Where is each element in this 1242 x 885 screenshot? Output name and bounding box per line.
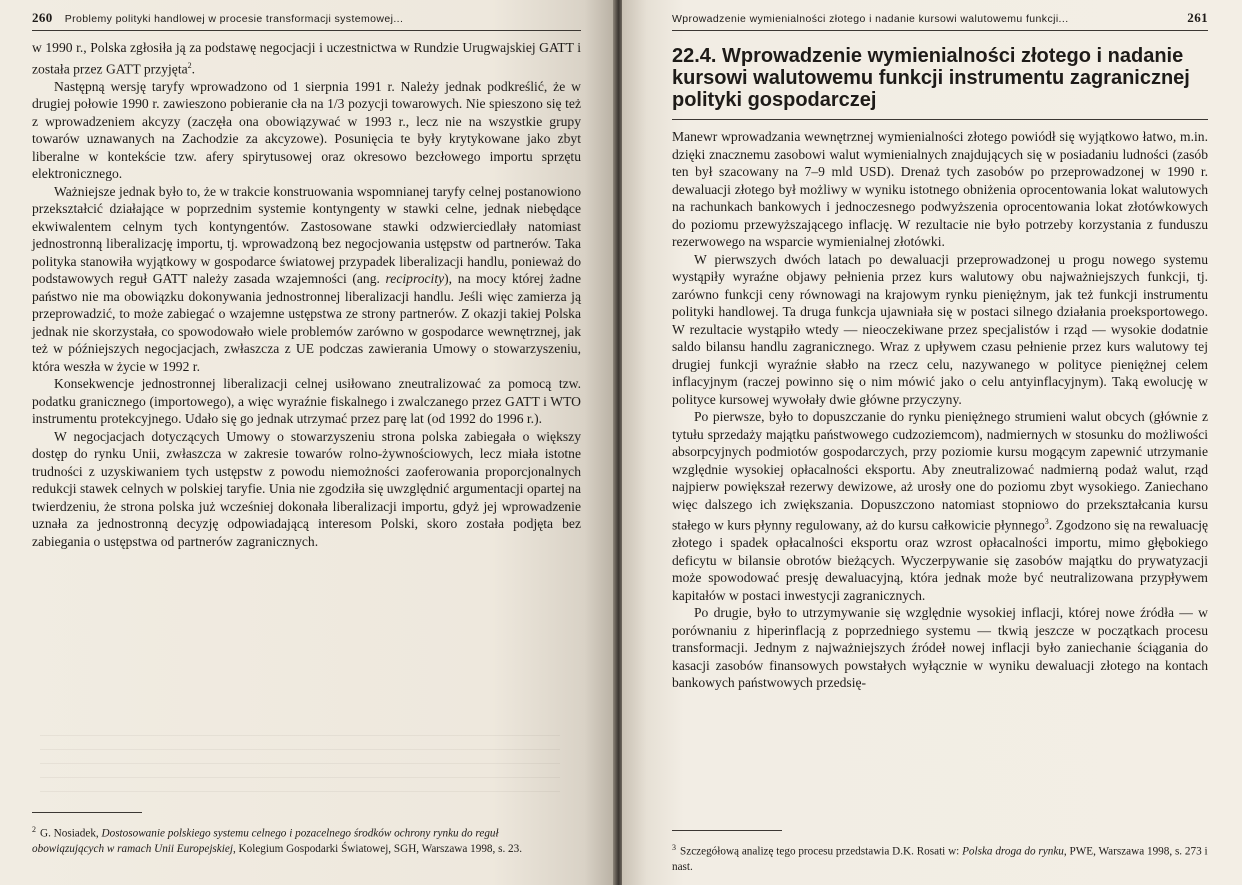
paragraph-text: W pierwszych dwóch latach po dewaluacji przeprowadzonej u progu nowego systemu wystąpiły wyraźne objawy pełnienia przez kurs walutowy obu najważniejszych funkcji, tj. zarówno funkcji ceny równowagi na krajowym rynku pieniężnym, jak też funkcji instrumentu polityki handlowej. Ta druga funkcja ujawniała się w postaci silnego działania proeksportowego. W rezultacie wystąpiło wtedy — nieoczekiwane przez specjalistów i rząd — wysokie dodatnie saldo bilansu handlu zagranicznego. Wraz z upływem czasu pełnienie przez kurs walutowy tej drugiej funkcji wyraźnie słabło na rzecz celu, nazywanego w polityce pieniężnej celem inflacyjnym (raczej powinno się o nim mówić jako o celu antyinflacyjnym). Taką ewolucję w polityce kursowej wywołały dwie główne przyczyny. [672, 251, 1208, 407]
paragraph-tail: ), na mocy której żadne państwo nie ma obowiązku dokonywania jednostronnej liberalizacji handlu. Jeśli więc zamierza ją przeprowadzić, to może zabiegać o wzajemne ustępstwa ze strony partnerów. Z okazji takiej Polska jednak nie skorzystała, co spowodowało wiele problemów zarówno w gospodarce wewnętrznej, jak też w późniejszych negocjacjach, zwłaszcza z UE podczas zawierania Umowy o stowarzyszeniu, która weszła w życie w 1992 r. [32, 271, 581, 374]
paragraph-text: Konsekwencje jednostronnej liberalizacji celnej usiłowano zneutralizować za pomocą tzw. podatku granicznego (importowego), a więc wyraźnie fiskalnego i zwalczanego przez GATT i WTO instrumentu protekcyjnego. Udało się go jednak utrzymać przez parę lat (od 1992 do 1996 r.). [32, 376, 581, 427]
paragraph-text: w 1990 r., Polska zgłosiła ją za podstawę negocjacji i uczestnictwa w Rundzie Urugwajskiej GATT i została przez GATT przyjęta [32, 40, 581, 77]
paragraph-text: Po drugie, było to utrzymywanie się względnie wysokiej inflacji, której nowe źródła — w porównaniu z hiperinflacją z poprzedniego systemu — tkwią jeszcze w początkach procesu transformacji. Jednym z najważniejszych źródeł nowej inflacji było zaniechanie ściągania do kasacji zasobów finansowych powstałych wyłącznie w wyniku dewaluacji złotego na kontach bankowych państwowych przedsię- [672, 605, 1208, 691]
footnote-mark: 2 [32, 825, 36, 834]
footnote [672, 840, 1208, 875]
bleed-through [40, 680, 560, 702]
running-head-title: Wprowadzenie wymienialności złotego i nadanie kursowi walutowemu funkcji... [672, 13, 1069, 25]
paragraph [32, 428, 581, 551]
paragraph [32, 39, 581, 78]
footnote-ref: 3 [1044, 517, 1049, 526]
footnote-rule [32, 812, 142, 813]
left-running-head [32, 10, 581, 31]
paragraph [32, 78, 581, 183]
footnote-rest: , Kolegium Gospodarki Światowej, SGH, Warszawa 1998, s. 23. [232, 842, 523, 855]
footnote-rest: , PWE, Warszawa 1998, s. 273 i nast. [672, 845, 1208, 873]
left-page [0, 0, 615, 885]
paragraph [672, 251, 1208, 409]
right-body-text [672, 128, 1208, 692]
footnote-title: Polska droga do rynku [962, 845, 1064, 858]
paragraph [672, 408, 1208, 604]
footnote-mark: 3 [672, 843, 676, 852]
paragraph-tail: . [191, 61, 196, 77]
paragraph-text: Manewr wprowadzania wewnętrznej wymienialności złotego powiódł się wyjątkowo łatwo, m.in. dzięki znacznemu zasobowi walut wymienialnych znajdujących się w posiadaniu ludności (zasób ten był szacowany na 7–9 mld USD). Drenaż tych zasobów po przeprowadzonej w 1990 r. dewaluacji złotego był możliwy w wyniku istotnego obniżenia oprocentowania lokat walutowych na rachunkach bankowych i jednoczesnego podwyższenia oprocentowania lokat złotówkowych do poziomu przewyższającego inflację. W rezultacie nie było potrzeby korzystania z funduszu rezerwowego na wsparcie wymienialnej złotówki. [672, 129, 1208, 249]
footnote-ref: 2 [187, 60, 192, 70]
page-number: 261 [1187, 10, 1208, 25]
paragraph [672, 604, 1208, 692]
page-number: 260 [32, 10, 53, 25]
paragraph [32, 183, 581, 376]
paragraph-text: Po pierwsze, było to dopuszczanie do rynku pieniężnego strumieni walut obcych (głównie z tytułu sprzedaży majątku państwowego cudzoziemcom), nadmiernych w stosunku do możliwości absorpcyjnych podmiotów gospodarczych, przy poziomie kursu mogącym zapewnić utrzymanie względnie wysokiej opłacalności eksportu. Aby zneutralizować nadmierną podaż walut, rząd najpierw powiększał rezerwy dewizowe, aż urosły one do poziomu zbyt wysokiego. Zaniechano więc dalszego ich zwiększania. Dopuszczono natomiast stopniowo do przekształcania kursu stałego w kurs płynny regulowany, aż do kursu całkowicie płynnego [672, 409, 1208, 533]
footnote-author: G. Nosiadek, [40, 827, 102, 840]
section-title: 22.4. Wprowadzenie wymienialności złotego i nadanie kursowi walutowemu funkcji instrumentu zagranicznej polityki gospodarczej [672, 45, 1208, 120]
paragraph-text: Ważniejsze jednak było to, że w trakcie konstruowania wspomnianej taryfy celnej postanowiono przekształcić działające w poprzednim systemie kontyngenty w stawki celne, jednak niebędące ekwiwalentem celnym tych kontyngentów. Zastosowane stawki odzwierciedlały natomiast jednostronną liberalizację importu, tj. wprowadzoną bez negocjowania ustępstw od partnerów. Taka polityka stanowiła wyjątkowy w gospodarce światowej przypadek liberalizacji handlu, ponieważ do podstawowych reguł GATT należy zasada wzajemności (ang. [32, 183, 581, 287]
paragraph [672, 128, 1208, 251]
footnote-author: Szczegółową analizę tego procesu przedstawia D.K. Rosati w: [680, 845, 963, 858]
footnote-title: Dostosowanie polskiego systemu celnego i pozacelnego środków ochrony rynku do reguł obowiązujących w ramach Unii Europejskiej [32, 827, 499, 855]
footnote [32, 822, 572, 857]
paragraph [32, 375, 581, 428]
left-body-text [32, 39, 581, 550]
italic-term: reciprocity [385, 271, 445, 287]
paragraph-text: Następną wersję taryfy wprowadzono od 1 sierpnia 1991 r. Należy jednak podkreślić, że w drugiej połowie 1990 r. zawieszono pobieranie cła na 1/3 pozycji towarowych. Nie spieszono się też z wprowadzeniem akcyzy (zaczęła ona obowiązywać w 1993 r., lecz nie na wszystkie grupy towarów uznawanych na Zachodzie za akcyzowe). Posunięcia te były krytykowane jako zbyt liberalne w kontekście tzw. afery spirytusowej oraz okresowo bezcłowego importu sprzętu elektronicznego. [32, 78, 581, 182]
footnote-rule [672, 830, 782, 831]
right-page [622, 0, 1242, 885]
bleed-through-lines [40, 735, 560, 805]
paragraph-tail: . Zgodzono się na rewaluację złotego i spadek opłacalności eksportu oraz wzrost opłacalności importu, mimo głębokiego deficytu w bilansie obrotów bieżących. Wyczerpywanie się zasobów majątku do prywatyzacji może spowodować presję dewaluacyjną, która jednak może być neutralizowana przypływem kapitałów w postaci inwestycji zagranicznych. [672, 517, 1209, 603]
running-head-title: Problemy polityki handlowej w procesie transformacji systemowej... [64, 13, 404, 25]
right-running-head [672, 10, 1208, 31]
paragraph-text: W negocjacjach dotyczących Umowy o stowarzyszeniu strona polska zabiegała o większy dostęp do rynku Unii, zwłaszcza w zakresie towarów rolno-żywnościowych, lecz miała istotne trudności z uzyskiwaniem tych ustępstw z powodu niemożności zaoferowania proporcjonalnych redukcji stawek celnych w polskiej taryfie. Unia nie zgodziła się uwzględnić argumentacji opartej na twierdzeniu, że strona polska już wcześniej dokonała liberalizacji importu, gdyż jej wprowadzenie uznała za jednostronną decyzję odpowiadającą interesom Polski, skoro została podjęta bez zabiegania o ustępstwa od partnerów zagranicznych. [32, 428, 581, 549]
